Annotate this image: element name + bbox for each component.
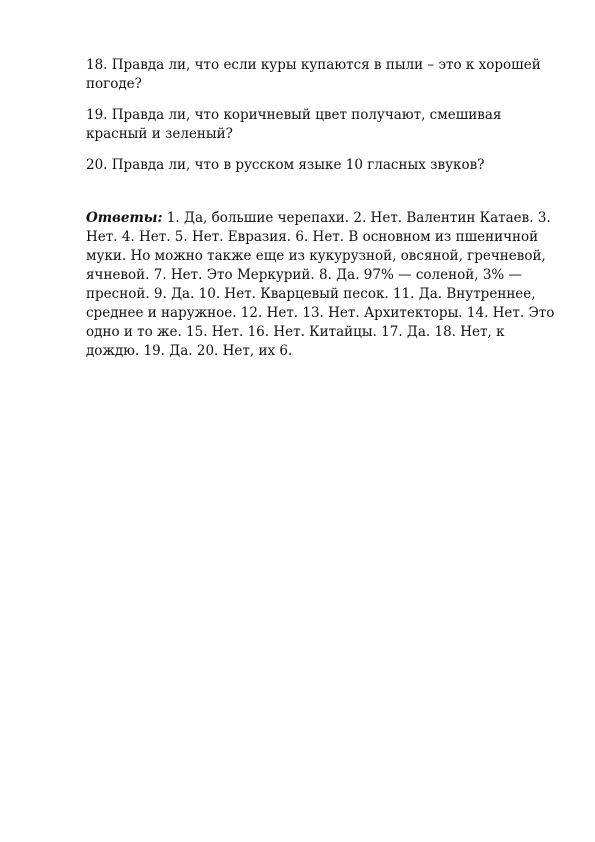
document-page bbox=[86, 56, 556, 375]
answers-paragraph bbox=[86, 209, 556, 361]
question-20: 20. Правда ли, что в русском языке 10 гласных звуков? bbox=[86, 157, 485, 173]
answers-text: 1. Да, большие черепахи. 2. Нет. Валентин Катаев. 3. Нет. 4. Нет. 5. Нет. Евразия. 6. Нет. В основном из пшеничной муки. Но можно также еще из кукурузной, овсяной, гречневой, ячневой. 7. Нет. Это Меркурий. 8. Да. 97% — соленой, 3% — пресной. 9. Да. 10. Нет. Кварцевый песок. 11. Да. Внутреннее, среднее и наружное. 12. Нет. 13. Нет. Архитекторы. 14. Нет. Это одно и то же. 15. Нет. 16. Нет. Китайцы. 17. Да. 18. Нет, к дождю. 19. Да. 20. Нет, их 6. bbox=[86, 210, 555, 359]
question-19: 19. Правда ли, что коричневый цвет получают, смешивая красный и зеленый? bbox=[86, 107, 502, 142]
answers-label: Ответы: bbox=[86, 210, 163, 226]
question-18: 18. Правда ли, что если куры купаются в пыли – это к хорошей погоде? bbox=[86, 57, 541, 92]
